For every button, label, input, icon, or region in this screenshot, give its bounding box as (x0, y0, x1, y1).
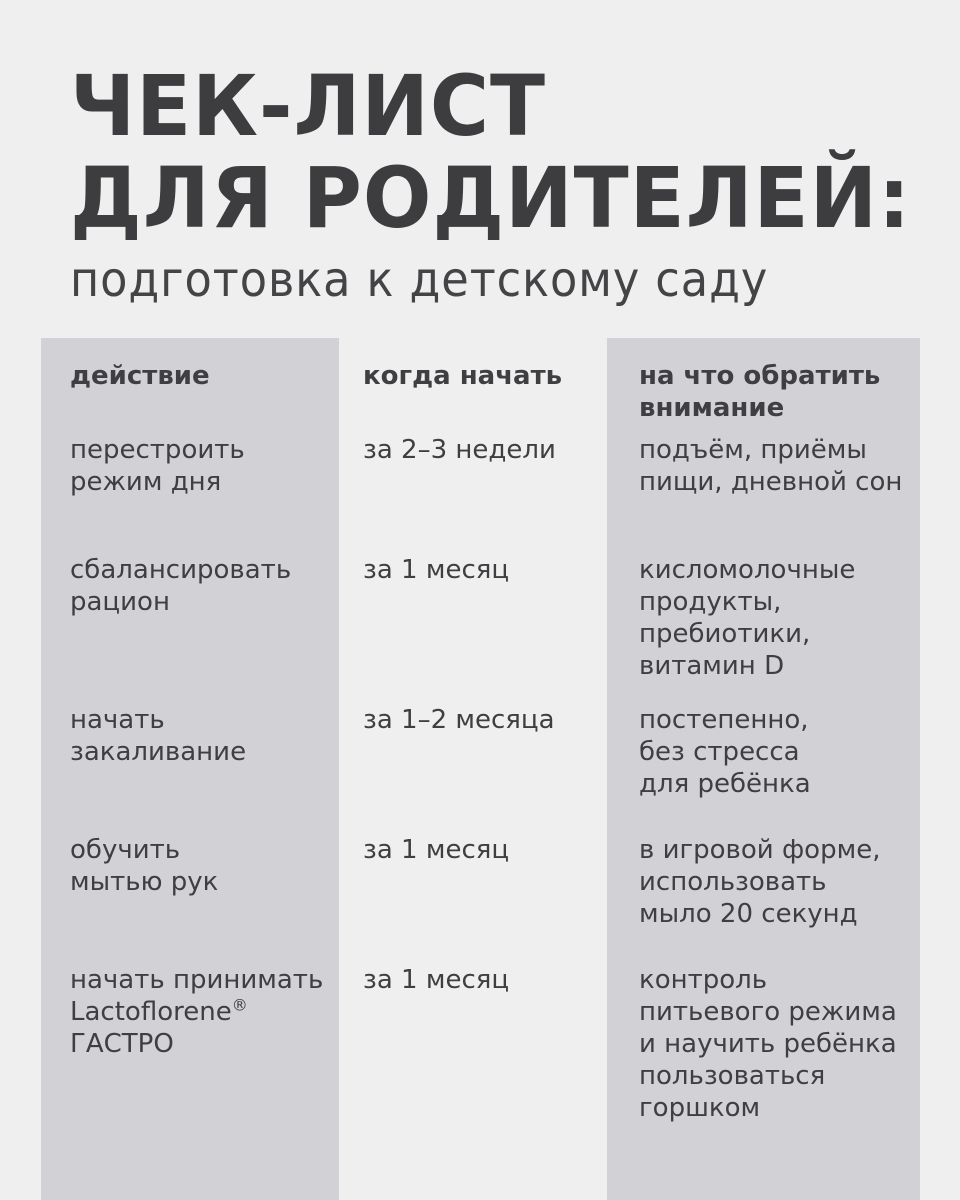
title-line-2: ДЛЯ РОДИТЕЛЕЙ: (70, 149, 912, 247)
header-note: на что обратить внимание (639, 361, 881, 423)
table-cell-action: перестроить режим дня (70, 435, 245, 497)
page-subtitle: подготовка к детскому саду (70, 252, 769, 308)
table-cell-when: за 2–3 недели (363, 435, 556, 465)
table-cell-action: начать принимать Lactoflorene® ГАСТРО (70, 965, 324, 1059)
table-cell-when: за 1–2 месяца (363, 705, 555, 735)
table-cell-when: за 1 месяц (363, 835, 510, 865)
column-note (607, 338, 920, 1200)
checklist-table (41, 338, 920, 1200)
column-action (41, 338, 339, 1200)
table-cell-when: за 1 месяц (363, 965, 510, 995)
table-cell-action: обучить мытью рук (70, 835, 219, 897)
table-cell-note: кисломолочные продукты, пребиотики, витамин D (639, 555, 856, 681)
column-when (339, 338, 607, 1200)
registered-mark: ® (231, 995, 248, 1015)
header-when: когда начать (363, 361, 563, 391)
header-action: действие (70, 361, 210, 391)
table-cell-note: постепенно, без стресса для ребёнка (639, 705, 811, 799)
table-cell-note: подъём, приёмы пищи, дневной сон (639, 435, 903, 497)
page-title (70, 57, 946, 308)
title-line-1: ЧЕК-ЛИСТ (70, 57, 546, 155)
table-cell-note: в игровой форме, использовать мыло 20 секунд (639, 835, 881, 929)
table-cell-action: начать закаливание (70, 705, 247, 767)
table-cell-when: за 1 месяц (363, 555, 510, 585)
table-cell-action: сбалансировать рацион (70, 555, 292, 617)
table-cell-note: контроль питьевого режима и научить ребёнка пользоваться горшком (639, 965, 897, 1123)
